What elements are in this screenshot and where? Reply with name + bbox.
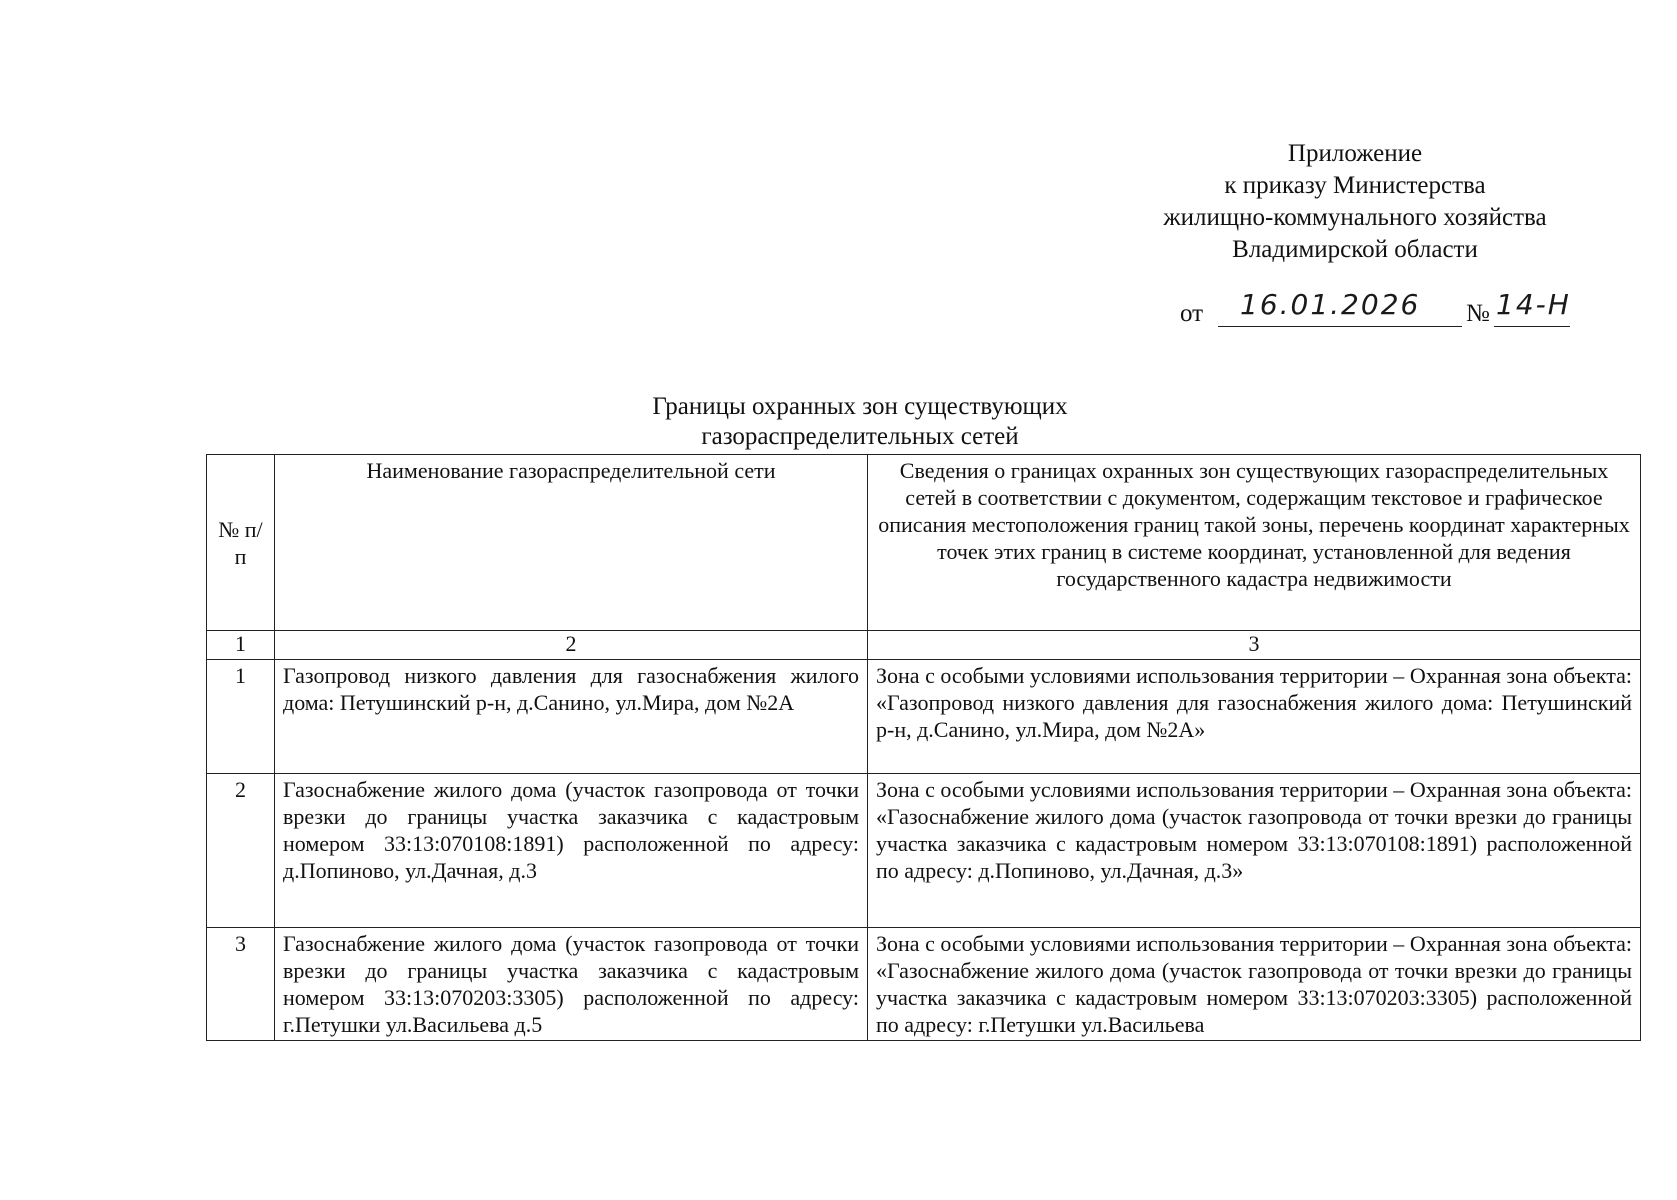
annex-line-order: к приказу Министерства: [1224, 172, 1486, 199]
zone-info: Зона с особыми условиями использования территории – Охранная зона объекта: «Газопровод низкого давления для газоснабжения жилого дома: Петушинский р-н, д.Санино, ул.Мира, дом №2А»: [868, 660, 1641, 774]
table-row: [207, 774, 1641, 928]
column-number-row: [207, 631, 1641, 660]
row-number: 2: [207, 774, 275, 928]
order-number-label: №: [1466, 300, 1490, 327]
order-number-field: [1494, 290, 1570, 327]
network-name: Газопровод низкого давления для газоснабжения жилого дома: Петушинский р-н, д.Санино, ул.Мира, дом №2А: [275, 660, 868, 774]
order-from-label: от: [1180, 300, 1204, 327]
document-title-line2: газораспределительных сетей: [701, 423, 1019, 450]
header-name: Наименование газораспределительной сети: [275, 455, 868, 631]
network-name: Газоснабжение жилого дома (участок газопровода от точки врезки до границы участка заказчика с кадастровым номером 33:13:070108:1891) расположенной по адресу: д.Попиново, ул.Дачная, д.3: [275, 774, 868, 928]
column-number: 1: [207, 631, 275, 660]
order-date-field: [1218, 290, 1462, 327]
header-info: Сведения о границах охранных зон существующих газораспределительных сетей в соответствии с документом, содержащим текстовое и графическое описания местоположения границ такой зоны, перечень координат характерных точек этих границ в системе координат, установленной для ведения государственного кадастра недвижимости: [868, 455, 1641, 631]
order-date: 16.01.2026: [1240, 288, 1421, 321]
column-number: 3: [868, 631, 1641, 660]
table-header-row: [207, 455, 1641, 631]
document-title: [560, 392, 1160, 452]
annex-title: Приложение: [1287, 140, 1423, 167]
table-row: [207, 928, 1641, 1041]
annex-header: [1120, 138, 1590, 266]
order-date-line: [1180, 290, 1600, 330]
document-title-line1: Границы охранных зон существующих: [652, 393, 1068, 420]
table-row: [207, 660, 1641, 774]
order-number: 14-Н: [1496, 288, 1571, 321]
annex-line-region: Владимирской области: [1232, 236, 1478, 263]
annex-line-ministry: жилищно-коммунального хозяйства: [1163, 204, 1547, 231]
zone-info: Зона с особыми условиями использования территории – Охранная зона объекта: «Газоснабжение жилого дома (участок газопровода от точки врезки до границы участка заказчика с кадастровым номером 33:13:070108:1891) расположенной по адресу: д.Попиново, ул.Дачная, д.3»: [868, 774, 1641, 928]
network-name: Газоснабжение жилого дома (участок газопровода от точки врезки до границы участка заказчика с кадастровым номером 33:13:070203:3305) расположенной по адресу: г.Петушки ул.Васильева д.5: [275, 928, 868, 1041]
protection-zones-table: [206, 454, 1641, 1041]
row-number: 1: [207, 660, 275, 774]
row-number: 3: [207, 928, 275, 1041]
zone-info: Зона с особыми условиями использования территории – Охранная зона объекта: «Газоснабжение жилого дома (участок газопровода от точки врезки до границы участка заказчика с кадастровым номером 33:13:070203:3305) расположенной по адресу: г.Петушки ул.Васильева: [868, 928, 1641, 1041]
column-number: 2: [275, 631, 868, 660]
header-no: № п/п: [207, 455, 275, 631]
